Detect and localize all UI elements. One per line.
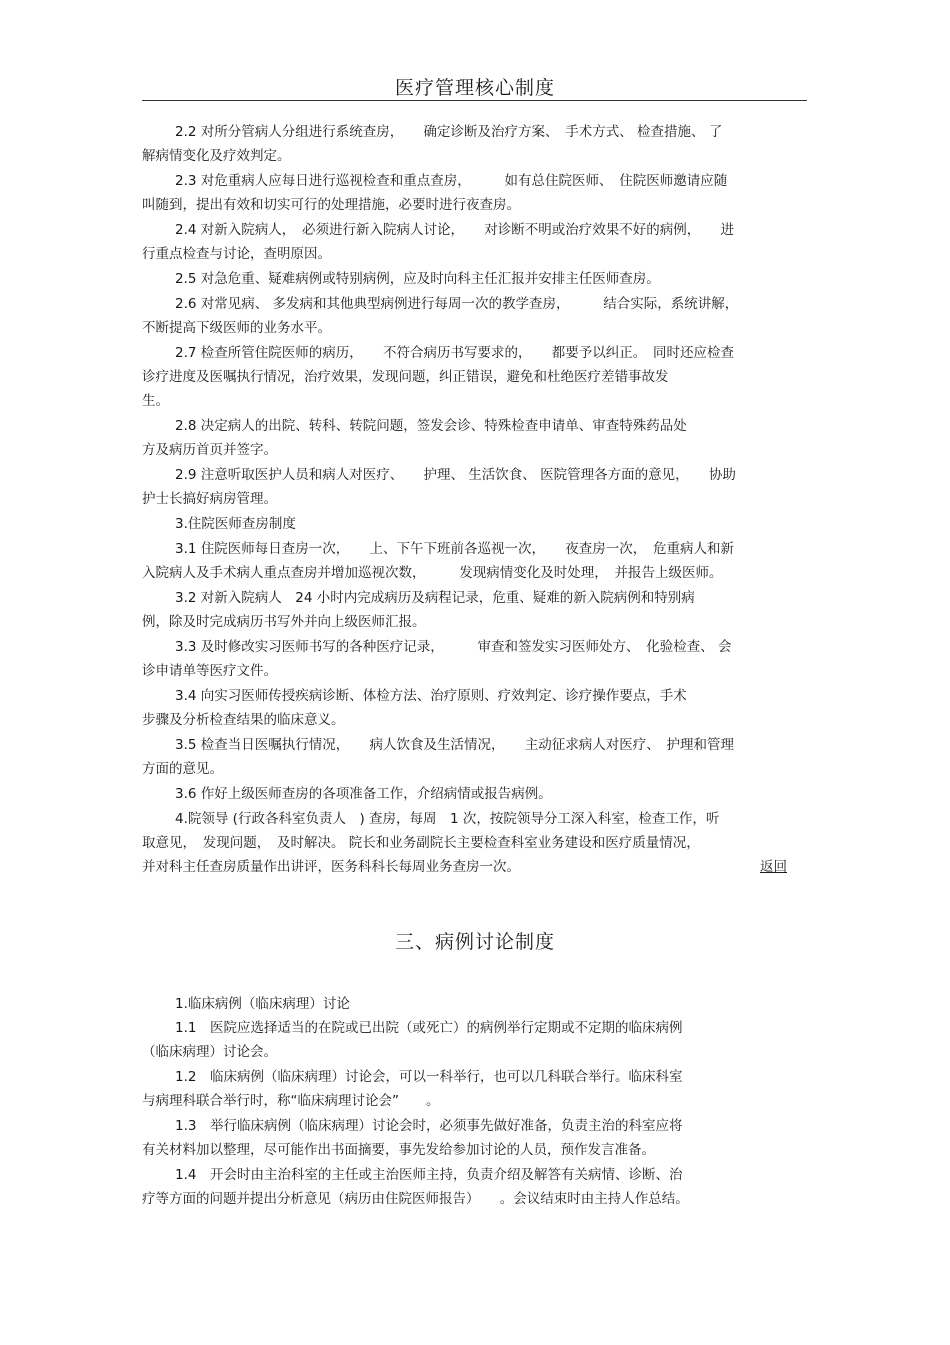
paragraph-line: 1.3 举行临床病例（临床病理）讨论会时，必须事先做好准备，负责主治的科室应将 bbox=[175, 1118, 683, 1134]
paragraph-line: 疗等方面的问题并提出分析意见（病历由住院医师报告） 。会议结束时由主持人作总结。 bbox=[142, 1191, 689, 1207]
paragraph-line: 3.6 作好上级医师查房的各项准备工作，介绍病情或报告病例。 bbox=[175, 786, 552, 802]
paragraph bbox=[142, 1065, 797, 1113]
paragraph-line: 1.临床病例（临床病理）讨论 bbox=[175, 996, 350, 1012]
paragraph-line: 3.1 住院医师每日查房一次， 上、下午下班前各巡视一次， 夜查房一次， 危重病人和新 bbox=[175, 541, 735, 557]
paragraph-line: （临床病理）讨论会。 bbox=[142, 1044, 277, 1060]
paragraph bbox=[142, 635, 797, 683]
paragraph-line: 叫随到，提出有效和切实可行的处理措施，必要时进行夜查房。 bbox=[142, 197, 520, 213]
paragraph-line: 3.住院医师查房制度 bbox=[175, 516, 296, 532]
paragraph-line: 1.1 医院应选择适当的在院或已出院（或死亡）的病例举行定期或不定期的临床病例 bbox=[175, 1020, 683, 1036]
paragraph-line: 2.2 对所分管病人分组进行系统查房， 确定诊断及治疗方案、 手术方式、 检查措施、 了 bbox=[175, 124, 723, 140]
paragraph-line: 2.4 对新入院病人， 必须进行新入院病人讨论， 对诊断不明或治疗效果不好的病例， 进 bbox=[175, 222, 735, 238]
paragraph bbox=[142, 537, 797, 585]
paragraph-line: 2.7 检查所管住院医师的病历， 不符合病历书写要求的， 都要予以纠正。 同时还应检查 bbox=[175, 345, 735, 361]
page-header-title: 医疗管理核心制度 bbox=[394, 77, 555, 99]
paragraph-line: 2.3 对危重病人应每日进行巡视检查和重点查房， 如有总住院医师、 住院医师邀请应随 bbox=[175, 173, 728, 189]
paragraph-line: 2.5 对急危重、疑难病例或特别病例，应及时向科主任汇报并安排主任医师查房。 bbox=[175, 271, 660, 287]
paragraph bbox=[142, 169, 797, 217]
paragraph bbox=[142, 1163, 797, 1211]
paragraph bbox=[142, 292, 797, 340]
paragraph-line: 3.4 向实习医师传授疾病诊断、体检方法、治疗原则、疗效判定、诊疗操作要点，手术 bbox=[175, 688, 687, 704]
paragraph-line: 并对科主任查房质量作出讲评，医务科科长每周业务查房一次。 返回 bbox=[142, 855, 797, 879]
paragraph-line: 3.3 及时修改实习医师书写的各种医疗记录， 审查和签发实习医师处方、 化验检查、 会 bbox=[175, 639, 732, 655]
paragraph bbox=[142, 1114, 797, 1162]
paragraph-line: 3.2 对新入院病人 24 小时内完成病历及病程记录，危重、疑难的新入院病例和特别病 bbox=[175, 590, 695, 606]
paragraph bbox=[142, 218, 797, 266]
back-link[interactable]: 返回 bbox=[760, 859, 787, 875]
paragraph-line: 步骤及分析检查结果的临床意义。 bbox=[142, 712, 345, 728]
paragraph-line: 2.9 注意听取医护人员和病人对医疗、 护理、 生活饮食、 医院管理各方面的意见， 协助 bbox=[175, 467, 736, 483]
paragraph-line: 方及病历首页并签字。 bbox=[142, 442, 277, 458]
paragraph-line: 取意见， 发现问题， 及时解决。 院长和业务副院长主要检查科室业务建设和医疗质量情况， bbox=[142, 835, 700, 851]
paragraph-line: 生。 bbox=[142, 393, 169, 409]
paragraph bbox=[142, 807, 797, 879]
paragraph-line: 方面的意见。 bbox=[142, 761, 223, 777]
paragraph bbox=[142, 120, 797, 168]
paragraph-line: 2.8 决定病人的出院、转科、转院问题，签发会诊、特殊检查申请单、审查特殊药品处 bbox=[175, 418, 687, 434]
paragraph bbox=[142, 1016, 797, 1064]
paragraph-line: 2.6 对常见病、 多发病和其他典型病例进行每周一次的教学查房， 结合实际，系统讲解， bbox=[175, 296, 739, 312]
header-divider bbox=[142, 100, 807, 101]
paragraph-line: 诊申请单等医疗文件。 bbox=[142, 663, 277, 679]
paragraph-line: 解病情变化及疗效判定。 bbox=[142, 148, 291, 164]
paragraph-line: 1.4 开会时由主治科室的主任或主治医师主持，负责介绍及解答有关病情、诊断、治 bbox=[175, 1167, 683, 1183]
paragraph bbox=[142, 414, 797, 462]
paragraph-line: 1.2 临床病例（临床病理）讨论会，可以一科举行，也可以几科联合举行。临床科室 bbox=[175, 1069, 683, 1085]
paragraph bbox=[142, 267, 797, 291]
paragraph-line: 有关材料加以整理，尽可能作出书面摘要，事先发给参加讨论的人员，预作发言准备。 bbox=[142, 1142, 655, 1158]
paragraph bbox=[142, 992, 797, 1016]
section-title-case-discussion: 三、病例讨论制度 bbox=[394, 931, 555, 953]
ward-round-rules-section bbox=[142, 120, 797, 879]
paragraph-line: 入院病人及手术病人重点查房并增加巡视次数， 发现病情变化及时处理， 并报告上级医师。 bbox=[142, 565, 723, 581]
paragraph bbox=[142, 586, 797, 634]
paragraph-line: 不断提高下级医师的业务水平。 bbox=[142, 320, 331, 336]
paragraph-line: 4.院领导 (行政各科室负责人 ) 查房，每周 1 次，按院领导分工深入科室，检查工作，听 bbox=[175, 811, 720, 827]
paragraph bbox=[142, 684, 797, 732]
paragraph-line: 护士长搞好病房管理。 bbox=[142, 491, 277, 507]
paragraph bbox=[142, 733, 797, 781]
paragraph-line: 与病理科联合举行时，称“临床病理讨论会” 。 bbox=[142, 1093, 440, 1109]
paragraph-line: 3.5 检查当日医嘱执行情况， 病人饮食及生活情况， 主动征求病人对医疗、 护理和管理 bbox=[175, 737, 735, 753]
paragraph bbox=[142, 341, 797, 413]
paragraph-line: 例，除及时完成病历书写外并向上级医师汇报。 bbox=[142, 614, 426, 630]
paragraph-line: 行重点检查与讨论，查明原因。 bbox=[142, 246, 331, 262]
case-discussion-section bbox=[142, 992, 797, 1212]
paragraph bbox=[142, 463, 797, 511]
paragraph bbox=[142, 512, 797, 536]
paragraph bbox=[142, 782, 797, 806]
paragraph-line: 诊疗进度及医嘱执行情况，治疗效果，发现问题，纠正错误，避免和杜绝医疗差错事故发 bbox=[142, 369, 669, 385]
